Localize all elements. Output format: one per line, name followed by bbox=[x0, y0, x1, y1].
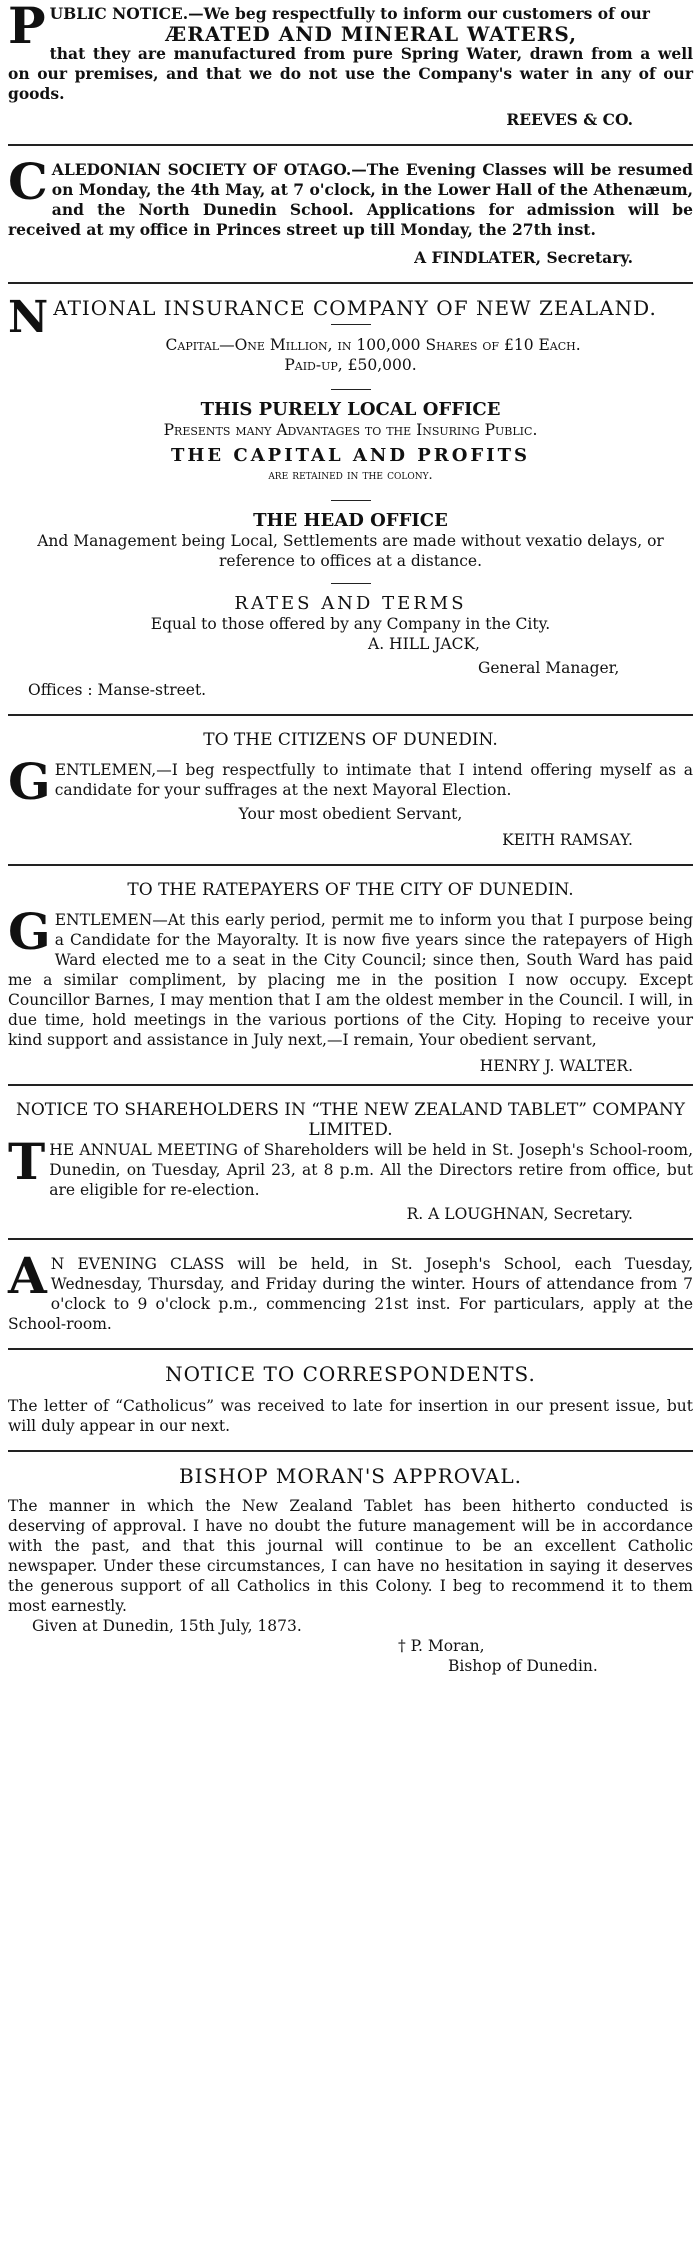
drop-cap: C bbox=[8, 152, 48, 211]
moran-sig-name: † P. Moran, bbox=[398, 1637, 485, 1655]
citizens-notice bbox=[8, 730, 693, 850]
moran-sig-title: Bishop of Dunedin. bbox=[448, 1657, 598, 1675]
national-offices: Offices : Manse-street. bbox=[28, 681, 207, 699]
national-sig-title: General Manager, bbox=[478, 659, 620, 677]
drop-cap: N bbox=[8, 292, 50, 343]
drop-cap: G bbox=[8, 902, 51, 961]
caledonian-body: CALEDONIAN SOCIETY OF OTAGO.—The Evening Classes will be resumed on Monday, the 4th May, at 7 o'clock, in the Lower Hall of the Athenæum, and the North Dunedin School. Applications for admission will be received at my office in Princes street up till Monday, the 27th inst. bbox=[8, 152, 693, 239]
rule bbox=[331, 324, 371, 325]
citizens-signature: KEITH RAMSAY. bbox=[502, 831, 633, 849]
moran-body: The manner in which the New Zealand Tablet has been hitherto conducted is deserving of approval. I have no doubt the future management will be in accordance with the past, and that this journal will continue to be an excellent Catholic newspaper. Under these circumstances, I can have no hesitation in saying it deserves the generous support of all Catholics in this Colony. I beg to recommend it to them most earnestly. bbox=[8, 1497, 693, 1615]
evening-class-notice bbox=[8, 1246, 693, 1334]
reeves-product: ÆRATED AND MINERAL WATERS, bbox=[165, 22, 578, 46]
shareholders-notice bbox=[8, 1100, 693, 1224]
shareholders-signature: R. A LOUGHNAN, Secretary. bbox=[406, 1205, 633, 1223]
moran-title: BISHOP MORAN'S APPROVAL. bbox=[178, 1464, 522, 1488]
citizens-title: TO THE CITIZENS OF DUNEDIN. bbox=[203, 730, 498, 750]
rule bbox=[331, 500, 371, 501]
capital-profits-title: THE CAPITAL AND PROFITS bbox=[171, 445, 530, 466]
citizens-body: GENTLEMEN,—I beg respectfully to intimate that I intend offering myself as a candidate for your suffrages at the next Mayoral Election. bbox=[8, 752, 693, 811]
ratepayers-body: GENTLEMEN—At this early period, permit me to inform you that I purpose being a Candidate for the Mayoralty. It is now five years since the ratepayers of High Ward elected me to a seat in the City Council; since then, South Ward has paid me a similar compliment, by placing me in the position I now occupy. Except Councillor Barnes, I may mention that I am the oldest member in the Council. I will, in due time, hold meetings in the various portions of the City. Hoping to receive your kind support and assistance in July next,—I remain, Your obedient servant, bbox=[8, 902, 693, 1049]
national-title: NATIONAL INSURANCE COMPANY OF NEW ZEALAND. bbox=[8, 292, 657, 343]
rates-body: Equal to those offered by any Company in the City. bbox=[150, 615, 551, 633]
reeves-body: that they are manufactured from pure Spring Water, drawn from a well on our premises, and that we do not use the Company's water in any of our goods. bbox=[8, 44, 693, 103]
shareholders-title: NOTICE TO SHAREHOLDERS IN “THE NEW ZEALAND TABLET” COMPANY LIMITED. bbox=[16, 1100, 685, 1140]
rule bbox=[331, 389, 371, 390]
divider bbox=[8, 1348, 693, 1350]
ratepayers-title: TO THE RATEPAYERS OF THE CITY OF DUNEDIN. bbox=[127, 880, 574, 900]
divider bbox=[8, 1084, 693, 1086]
head-office-body: And Management being Local, Settlements are made without vexatio delays, or reference to offices at a distance. bbox=[37, 532, 664, 570]
caledonian-signature: A FINDLATER, Secretary. bbox=[414, 248, 633, 267]
correspondents-notice bbox=[8, 1364, 693, 1436]
head-office-title: THE HEAD OFFICE bbox=[253, 510, 448, 531]
correspondents-title: NOTICE TO CORRESPONDENTS. bbox=[165, 1362, 536, 1386]
national-capital: Capital—One Million, in 100,000 Shares of £10 Each. bbox=[165, 336, 581, 354]
evening-body: A N EVENING CLASS will be held, in St. Joseph's School, each Tuesday, Wednesday, Thursday, and Friday during the winter. Hours of attendance from 7 o'clock to 9 o'clock p.m., commencing 21st inst. For particulars, apply at the School-room. bbox=[8, 1246, 693, 1333]
drop-cap: T bbox=[8, 1132, 46, 1191]
caledonian-notice bbox=[8, 152, 693, 268]
correspondents-body: The letter of “Catholicus” was received to late for insertion in our present issue, but will duly appear in our next. bbox=[8, 1397, 693, 1435]
reeves-line1: PUBLIC NOTICE.—We beg respectfully to inform our customers of our bbox=[8, 0, 650, 55]
divider bbox=[8, 1450, 693, 1452]
drop-cap: A bbox=[8, 1246, 47, 1305]
rates-title: RATES AND TERMS bbox=[234, 593, 467, 614]
citizens-closing: Your most obedient Servant, bbox=[238, 805, 463, 823]
reeves-signature: REEVES & CO. bbox=[506, 110, 633, 129]
divider bbox=[8, 282, 693, 284]
capital-profits-sub: are retained in the colony. bbox=[268, 468, 433, 483]
national-insurance-notice bbox=[8, 292, 693, 700]
divider bbox=[8, 1238, 693, 1240]
drop-cap: P bbox=[8, 0, 46, 55]
divider bbox=[8, 864, 693, 866]
national-paid-up: Paid-up, £50,000. bbox=[284, 356, 417, 374]
ratepayers-signature: HENRY J. WALTER. bbox=[479, 1057, 633, 1075]
shareholders-body: THE ANNUAL MEETING of Shareholders will be held in St. Joseph's School-room, Dunedin, on Tuesday, April 23, at 8 p.m. All the Directors retire from office, but are eligible for re-election. bbox=[8, 1132, 693, 1199]
local-office-sub: Presents many Advantages to the Insuring Public. bbox=[163, 421, 538, 439]
drop-cap: G bbox=[8, 752, 51, 811]
rule bbox=[331, 583, 371, 584]
local-office-title: THIS PURELY LOCAL OFFICE bbox=[200, 399, 501, 420]
divider bbox=[8, 714, 693, 716]
ratepayers-notice bbox=[8, 880, 693, 1076]
bishop-moran-notice bbox=[8, 1466, 693, 1676]
national-sig-name: A. HILL JACK, bbox=[368, 635, 480, 653]
reeves-notice bbox=[8, 0, 693, 130]
moran-given: Given at Dunedin, 15th July, 1873. bbox=[32, 1617, 302, 1635]
divider bbox=[8, 144, 693, 146]
